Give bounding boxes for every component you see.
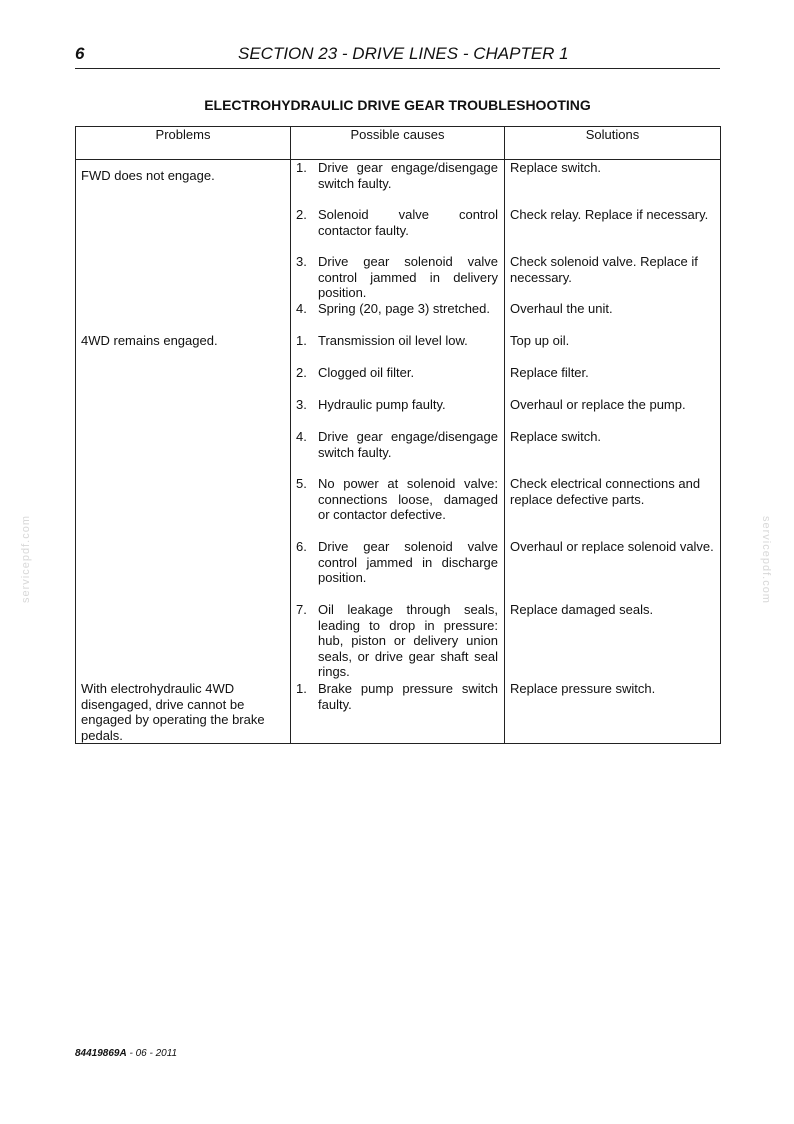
solutions-cell: [505, 333, 721, 681]
troubleshooting-table: [75, 126, 721, 744]
cause-item: [291, 301, 504, 333]
cause-item: [291, 160, 504, 207]
section-title: SECTION 23 - DRIVE LINES - CHAPTER 1: [238, 44, 569, 63]
cause-text: Oil leakage through seals, leading to drop in pressure: hub, piston or delivery union seals, or drive gear shaft seal rings.: [318, 602, 498, 679]
table-row: [76, 681, 721, 744]
cause-item: [291, 254, 504, 301]
page-number: 6: [75, 44, 85, 63]
cause-number: 1.: [296, 681, 307, 696]
problem-text: 4WD remains engaged.: [81, 333, 218, 348]
solution-text: Replace switch.: [510, 429, 602, 444]
problem-text: FWD does not engage.: [81, 168, 215, 183]
cause-text: No power at solenoid valve: connections loose, damaged or contactor defective.: [318, 476, 498, 522]
causes-cell: [291, 333, 505, 681]
cause-text: Drive gear solenoid valve control jammed in discharge position.: [318, 539, 498, 585]
cause-text: Drive gear solenoid valve control jammed in delivery position.: [318, 254, 498, 300]
solution-text: Top up oil.: [510, 333, 570, 348]
cause-item: [291, 333, 504, 365]
cause-text: Drive gear engage/disengage switch faulty.: [318, 160, 498, 191]
solution-text: Overhaul the unit.: [510, 301, 613, 316]
document-code: 84419869A: [75, 1048, 127, 1059]
cause-number: 1.: [296, 333, 307, 348]
solution-text: Overhaul or replace solenoid valve.: [510, 539, 714, 554]
problem-cell: [76, 681, 291, 744]
column-header-problems: Problems: [76, 127, 291, 160]
cause-number: 6.: [296, 539, 307, 554]
cause-number: 3.: [296, 397, 307, 412]
causes-cell: [291, 681, 505, 744]
column-header-solutions: Solutions: [505, 127, 721, 160]
cause-number: 2.: [296, 365, 307, 380]
cause-text: Clogged oil filter.: [318, 365, 415, 380]
problem-cell: [76, 333, 291, 681]
solution-text: Check electrical connections and replace defective parts.: [510, 476, 701, 507]
cause-item: [291, 602, 504, 681]
cause-number: 1.: [296, 160, 307, 175]
cause-item: [291, 429, 504, 476]
cause-text: Spring (20, page 3) stretched.: [318, 301, 490, 316]
cause-item: [291, 397, 504, 429]
cause-number: 4.: [296, 429, 307, 444]
solution-text: Check relay. Replace if necessary.: [510, 207, 709, 222]
cause-number: 3.: [296, 254, 307, 269]
problem-text: With electrohydraulic 4WD disengaged, drive cannot be engaged by operating the brake pedals.: [81, 681, 265, 743]
solution-text: Replace switch.: [510, 160, 602, 175]
solution-text: Overhaul or replace the pump.: [510, 397, 686, 412]
causes-cell: [291, 160, 505, 334]
cause-item: [291, 681, 504, 712]
cause-item: [291, 207, 504, 254]
document-date: - 06 - 2011: [126, 1048, 178, 1059]
cause-number: 4.: [296, 301, 307, 316]
solution-text: Check solenoid valve. Replace if necessary.: [510, 254, 698, 285]
cause-text: Hydraulic pump faulty.: [318, 397, 446, 412]
cause-item: [291, 539, 504, 602]
page-header: [75, 44, 720, 69]
watermark-right: servicepdf.com: [760, 516, 772, 604]
cause-number: 5.: [296, 476, 307, 491]
solution-text: Replace damaged seals.: [510, 602, 654, 617]
cause-text: Solenoid valve control contactor faulty.: [318, 207, 498, 238]
column-header-causes: Possible causes: [291, 127, 505, 160]
cause-number: 7.: [296, 602, 307, 617]
solution-text: Replace pressure switch.: [510, 681, 656, 696]
cause-item: [291, 476, 504, 539]
table-row: [76, 333, 721, 681]
cause-text: Transmission oil level low.: [318, 333, 468, 348]
watermark-left: servicepdf.com: [20, 515, 32, 603]
table-row: [76, 160, 721, 334]
document-title: ELECTROHYDRAULIC DRIVE GEAR TROUBLESHOOTING: [204, 97, 591, 113]
cause-text: Drive gear engage/disengage switch faulty.: [318, 429, 498, 460]
solution-text: Replace filter.: [510, 365, 589, 380]
page-footer: [75, 1048, 177, 1059]
problem-cell: [76, 160, 291, 334]
cause-item: [291, 365, 504, 397]
cause-number: 2.: [296, 207, 307, 222]
solutions-cell: [505, 160, 721, 334]
solutions-cell: [505, 681, 721, 744]
cause-text: Brake pump pressure switch faulty.: [318, 681, 498, 712]
table-header-row: [76, 127, 721, 160]
